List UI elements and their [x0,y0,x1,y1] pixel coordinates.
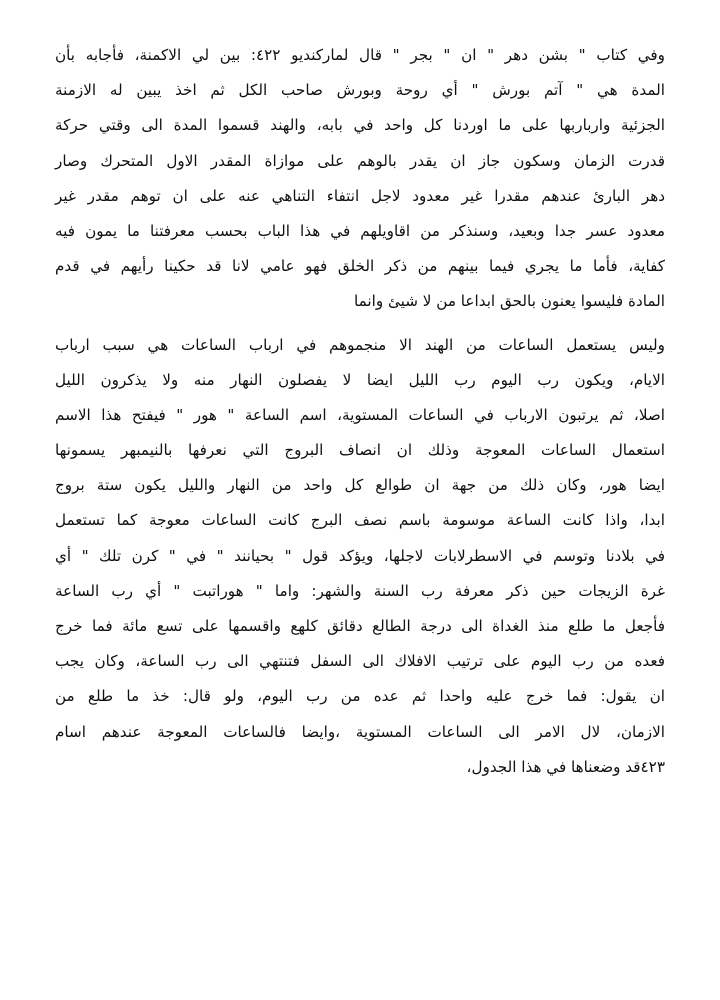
text-line: المادة فليسوا يعنون بالحق ابداعا من لا شيئ وانما [353,292,665,311]
text-line: غرة الزيجات حين ذكر معرفة رب السنة والشهر: واما " هوراتبت " أي رب الساعة [55,581,665,600]
paragraph-1 [55,38,665,320]
text-line: فعده من رب اليوم على ترتيب الافلاك الى السفل فتنتهي الى رب الساعة، وكان يجب [55,652,665,671]
text-line: دهر البارئ عندهم مقدرا غير معدود لاجل انتفاء التناهي عنه على ان توهم مقدر غير [55,186,665,205]
text-line: الجزئية وارباربها على ما اوردنا كل واحد في بابه، والهند قسموا المدة الى وقتي حركة [55,116,665,135]
text-line: وفي كتاب " بشن دهر " ان " بجر " قال لماركنديو ٤٢٢: بين لي الاكمنة، فأجابه بأن [55,46,665,64]
paragraph-2 [55,328,665,785]
text-line: ابدا، واذا كانت الساعة موسومة باسم نصف البرج كانت الساعات معوجة كما تستعمل [55,511,665,530]
text-line: المدة هي " آتم بورش " أي روحة وبورش صاحب الكل ثم اخذ يبين له الازمنة [55,81,665,100]
text-line: في بلادنا وتوسم في الاسطرلابات لاجلها، ويؤكد قول " بحيانند " في " كرن تلك " أي [55,546,665,565]
text-line: معدود عسر جدا وبعيد، وسنذكر من اقاويلهم في هذا الباب بحسب معرفتنا ما يمون فيه [55,221,665,240]
text-line: فأجعل ما طلع منذ الغداة الى درجة الطالع دقائق كلهع واقسمها على تسع مائة فما خرج [55,617,665,635]
text-line: ايضا هور، وكان ذلك من جهة ان طوالع كل واحد من النهار والليل يكون ستة بروج [55,476,665,495]
text-line: ٤٢٣قد وضعناها في هذا الجدول، [466,757,665,776]
document-page [55,38,665,785]
paragraph-spacer [55,320,665,328]
text-line: استعمال الساعات المعوجة وذلك ان انصاف البروج التي نعرفها بالنيمبهر يسمونها [55,441,665,460]
text-line: كفاية، فأما ما يجري فيما بينهم من ذكر الخلق فهو عامي لانا قد حكينا رأيهم في قدم [55,257,665,276]
text-line: الايام، ويكون رب اليوم رب الليل ايضا لا يفصلون النهار منه ولا يذكرون الليل [55,370,665,389]
text-line: وليس يستعمل الساعات من الهند الا منجموهم في ارباب الساعات هي سبب ارباب [55,335,665,354]
text-line: الازمان، لال الامر الى الساعات المستوية ،وايضا فالساعات المعوجة عندهم اسام [55,722,665,741]
text-line: اصلا، ثم يرتبون الارباب في الساعات المستوية، اسم الساعة " هور " فيفتح هذا الاسم [55,405,665,424]
text-line: ان يقول: فما خرج عليه واحدا ثم عده من رب اليوم، ولو قال: خذ ما طلع من [55,687,665,706]
text-line: قدرت الزمان وسكون جاز ان يقدر بالوهم على موازاة المقدر الاول المتحرك وصار [55,151,665,170]
